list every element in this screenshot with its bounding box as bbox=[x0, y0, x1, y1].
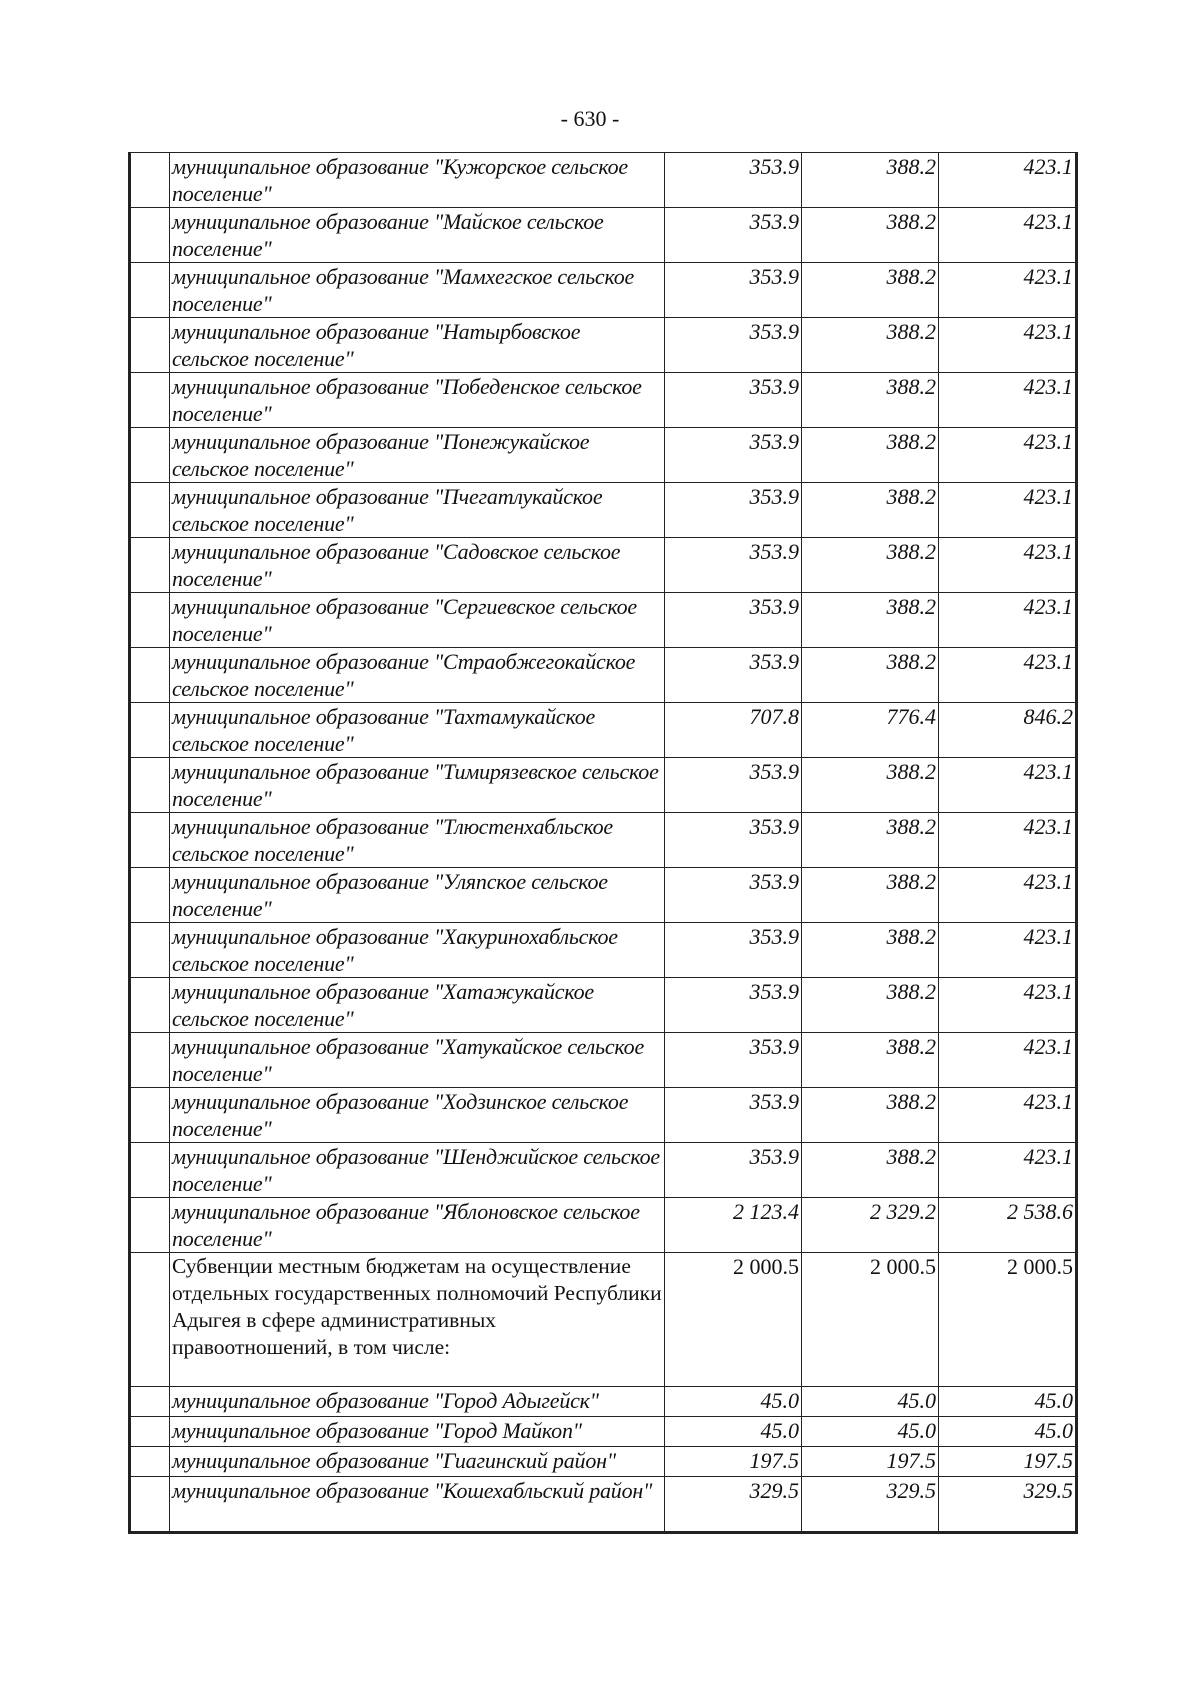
value-cell-2: 388.2 bbox=[802, 153, 939, 208]
table-row bbox=[130, 868, 1077, 923]
index-cell bbox=[130, 263, 170, 318]
table-row bbox=[130, 1198, 1077, 1253]
value-cell-1: 353.9 bbox=[665, 483, 802, 538]
value-cell-3: 423.1 bbox=[939, 1033, 1077, 1088]
index-cell bbox=[130, 1088, 170, 1143]
row-name: муниципальное образование "Тимирязевское сельское поселение" bbox=[170, 758, 665, 813]
index-cell bbox=[130, 868, 170, 923]
index-cell bbox=[130, 1198, 170, 1253]
value-cell-2: 388.2 bbox=[802, 648, 939, 703]
value-cell-3: 423.1 bbox=[939, 978, 1077, 1033]
value-cell-1: 45.0 bbox=[665, 1387, 802, 1417]
value-cell-3: 197.5 bbox=[939, 1447, 1077, 1477]
value-cell-2: 388.2 bbox=[802, 758, 939, 813]
row-name: муниципальное образование "Кошехабльский район" bbox=[170, 1477, 665, 1533]
value-cell-1: 353.9 bbox=[665, 813, 802, 868]
value-cell-1: 2 123.4 bbox=[665, 1198, 802, 1253]
row-name: муниципальное образование "Пчегатлукайское сельское поселение" bbox=[170, 483, 665, 538]
index-cell bbox=[130, 318, 170, 373]
value-cell-2: 45.0 bbox=[802, 1417, 939, 1447]
value-cell-1: 353.9 bbox=[665, 263, 802, 318]
value-cell-1: 353.9 bbox=[665, 373, 802, 428]
table-row bbox=[130, 1387, 1077, 1417]
value-cell-3: 45.0 bbox=[939, 1387, 1077, 1417]
value-cell-1: 353.9 bbox=[665, 1088, 802, 1143]
row-name: муниципальное образование "Город Адыгейск" bbox=[170, 1387, 665, 1417]
value-cell-3: 423.1 bbox=[939, 1143, 1077, 1198]
row-name: муниципальное образование "Яблоновское сельское поселение" bbox=[170, 1198, 665, 1253]
value-cell-3: 2 000.5 bbox=[939, 1253, 1077, 1387]
row-name: муниципальное образование "Майское сельское поселение" bbox=[170, 208, 665, 263]
value-cell-2: 388.2 bbox=[802, 428, 939, 483]
table-row bbox=[130, 1477, 1077, 1533]
value-cell-2: 388.2 bbox=[802, 1033, 939, 1088]
value-cell-1: 353.9 bbox=[665, 923, 802, 978]
row-name: муниципальное образование "Победенское сельское поселение" bbox=[170, 373, 665, 428]
value-cell-2: 388.2 bbox=[802, 263, 939, 318]
value-cell-3: 423.1 bbox=[939, 923, 1077, 978]
index-cell bbox=[130, 813, 170, 868]
value-cell-3: 423.1 bbox=[939, 483, 1077, 538]
value-cell-2: 776.4 bbox=[802, 703, 939, 758]
index-cell bbox=[130, 703, 170, 758]
value-cell-3: 423.1 bbox=[939, 538, 1077, 593]
value-cell-3: 423.1 bbox=[939, 153, 1077, 208]
table-row bbox=[130, 1143, 1077, 1198]
value-cell-2: 45.0 bbox=[802, 1387, 939, 1417]
index-cell bbox=[130, 978, 170, 1033]
index-cell bbox=[130, 208, 170, 263]
page-number: - 630 - bbox=[560, 106, 620, 131]
value-cell-3: 423.1 bbox=[939, 1088, 1077, 1143]
row-name: муниципальное образование "Хатажукайское сельское поселение" bbox=[170, 978, 665, 1033]
value-cell-2: 388.2 bbox=[802, 593, 939, 648]
value-cell-1: 353.9 bbox=[665, 1033, 802, 1088]
row-name: муниципальное образование "Понежукайское сельское поселение" bbox=[170, 428, 665, 483]
row-name: муниципальное образование "Уляпское сельское поселение" bbox=[170, 868, 665, 923]
value-cell-3: 423.1 bbox=[939, 318, 1077, 373]
index-cell bbox=[130, 593, 170, 648]
row-name: муниципальное образование "Кужорское сельское поселение" bbox=[170, 153, 665, 208]
index-cell bbox=[130, 1143, 170, 1198]
index-cell bbox=[130, 758, 170, 813]
index-cell bbox=[130, 483, 170, 538]
table-row bbox=[130, 263, 1077, 318]
row-name: муниципальное образование "Тахтамукайское сельское поселение" bbox=[170, 703, 665, 758]
table-row bbox=[130, 593, 1077, 648]
row-name: муниципальное образование "Хакуринохабльское сельское поселение" bbox=[170, 923, 665, 978]
value-cell-1: 329.5 bbox=[665, 1477, 802, 1533]
table-row bbox=[130, 1447, 1077, 1477]
table-row bbox=[130, 703, 1077, 758]
index-cell bbox=[130, 1253, 170, 1387]
value-cell-3: 45.0 bbox=[939, 1417, 1077, 1447]
value-cell-3: 423.1 bbox=[939, 868, 1077, 923]
index-cell bbox=[130, 538, 170, 593]
value-cell-2: 388.2 bbox=[802, 1088, 939, 1143]
value-cell-1: 353.9 bbox=[665, 208, 802, 263]
row-name: муниципальное образование "Сергиевское сельское поселение" bbox=[170, 593, 665, 648]
value-cell-2: 388.2 bbox=[802, 813, 939, 868]
value-cell-1: 353.9 bbox=[665, 978, 802, 1033]
value-cell-1: 2 000.5 bbox=[665, 1253, 802, 1387]
value-cell-2: 388.2 bbox=[802, 538, 939, 593]
index-cell bbox=[130, 648, 170, 703]
value-cell-2: 2 000.5 bbox=[802, 1253, 939, 1387]
table-row bbox=[130, 483, 1077, 538]
table-row bbox=[130, 923, 1077, 978]
index-cell bbox=[130, 1387, 170, 1417]
value-cell-2: 388.2 bbox=[802, 318, 939, 373]
row-name: муниципальное образование "Гиагинский район" bbox=[170, 1447, 665, 1477]
table-row bbox=[130, 813, 1077, 868]
section-name: Субвенции местным бюджетам на осуществление отдельных государственных полномочий Республики Адыгея в сфере административных правоотношений, в том числе: bbox=[170, 1253, 665, 1387]
value-cell-2: 388.2 bbox=[802, 208, 939, 263]
value-cell-1: 353.9 bbox=[665, 153, 802, 208]
value-cell-3: 846.2 bbox=[939, 703, 1077, 758]
value-cell-1: 707.8 bbox=[665, 703, 802, 758]
value-cell-2: 388.2 bbox=[802, 923, 939, 978]
value-cell-3: 423.1 bbox=[939, 373, 1077, 428]
index-cell bbox=[130, 373, 170, 428]
index-cell bbox=[130, 1447, 170, 1477]
value-cell-2: 388.2 bbox=[802, 868, 939, 923]
table-row bbox=[130, 318, 1077, 373]
row-name: муниципальное образование "Тлюстенхабльское сельское поселение" bbox=[170, 813, 665, 868]
value-cell-1: 353.9 bbox=[665, 318, 802, 373]
value-cell-2: 197.5 bbox=[802, 1447, 939, 1477]
index-cell bbox=[130, 1033, 170, 1088]
value-cell-3: 423.1 bbox=[939, 208, 1077, 263]
row-name: муниципальное образование "Натырбовское сельское поселение" bbox=[170, 318, 665, 373]
value-cell-3: 329.5 bbox=[939, 1477, 1077, 1533]
value-cell-1: 353.9 bbox=[665, 1143, 802, 1198]
index-cell bbox=[130, 1477, 170, 1533]
index-cell bbox=[130, 428, 170, 483]
row-name: муниципальное образование "Город Майкоп" bbox=[170, 1417, 665, 1447]
value-cell-1: 45.0 bbox=[665, 1417, 802, 1447]
value-cell-1: 353.9 bbox=[665, 593, 802, 648]
value-cell-1: 197.5 bbox=[665, 1447, 802, 1477]
table-row bbox=[130, 1417, 1077, 1447]
table-row bbox=[130, 648, 1077, 703]
table-row bbox=[130, 428, 1077, 483]
value-cell-3: 423.1 bbox=[939, 813, 1077, 868]
index-cell bbox=[130, 153, 170, 208]
value-cell-1: 353.9 bbox=[665, 428, 802, 483]
value-cell-3: 423.1 bbox=[939, 428, 1077, 483]
table-row bbox=[130, 1088, 1077, 1143]
value-cell-1: 353.9 bbox=[665, 648, 802, 703]
table-row bbox=[130, 153, 1077, 208]
table-row bbox=[130, 758, 1077, 813]
value-cell-2: 388.2 bbox=[802, 1143, 939, 1198]
value-cell-3: 423.1 bbox=[939, 648, 1077, 703]
value-cell-2: 329.5 bbox=[802, 1477, 939, 1533]
table-row bbox=[130, 538, 1077, 593]
value-cell-1: 353.9 bbox=[665, 868, 802, 923]
value-cell-3: 423.1 bbox=[939, 593, 1077, 648]
table-row bbox=[130, 1033, 1077, 1088]
value-cell-2: 388.2 bbox=[802, 483, 939, 538]
row-name: муниципальное образование "Страобжегокайское сельское поселение" bbox=[170, 648, 665, 703]
row-name: муниципальное образование "Мамхегское сельское поселение" bbox=[170, 263, 665, 318]
value-cell-2: 388.2 bbox=[802, 373, 939, 428]
value-cell-3: 423.1 bbox=[939, 263, 1077, 318]
row-name: муниципальное образование "Шенджийское сельское поселение" bbox=[170, 1143, 665, 1198]
index-cell bbox=[130, 1417, 170, 1447]
value-cell-1: 353.9 bbox=[665, 758, 802, 813]
value-cell-3: 2 538.6 bbox=[939, 1198, 1077, 1253]
row-name: муниципальное образование "Ходзинское сельское поселение" bbox=[170, 1088, 665, 1143]
value-cell-3: 423.1 bbox=[939, 758, 1077, 813]
row-name: муниципальное образование "Хатукайское сельское поселение" bbox=[170, 1033, 665, 1088]
subsidy-table bbox=[128, 152, 1078, 1534]
table-row bbox=[130, 373, 1077, 428]
row-name: муниципальное образование "Садовское сельское поселение" bbox=[170, 538, 665, 593]
table-row bbox=[130, 208, 1077, 263]
value-cell-1: 353.9 bbox=[665, 538, 802, 593]
table-row-section bbox=[130, 1253, 1077, 1387]
value-cell-2: 388.2 bbox=[802, 978, 939, 1033]
table-row bbox=[130, 978, 1077, 1033]
value-cell-2: 2 329.2 bbox=[802, 1198, 939, 1253]
index-cell bbox=[130, 923, 170, 978]
